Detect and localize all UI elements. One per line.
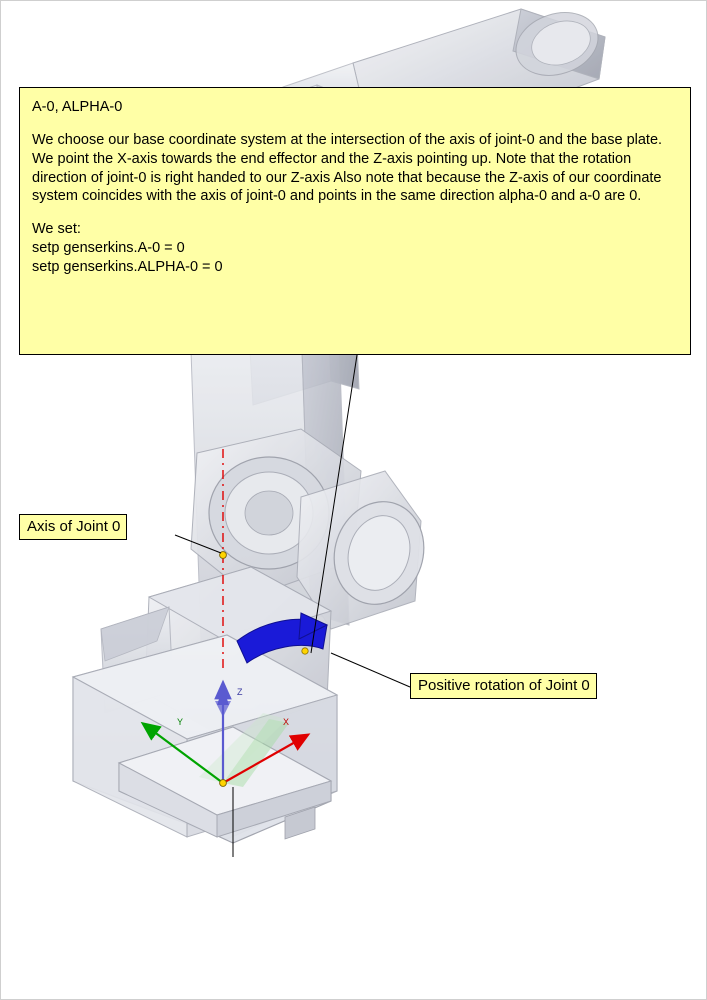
joint-axis-point-marker — [220, 552, 227, 559]
x-axis-label: X — [283, 717, 290, 727]
note-command-2: setp genserkins.ALPHA-0 = 0 — [32, 258, 223, 275]
origin-point-marker — [220, 780, 227, 787]
callout-axis-of-joint-0: Axis of Joint 0 — [19, 514, 127, 540]
parameter-note-box — [19, 87, 691, 355]
z-axis-label: Z — [237, 687, 243, 697]
note-command-1: setp genserkins.A-0 = 0 — [32, 240, 185, 257]
callout-positive-rotation-joint-0: Positive rotation of Joint 0 — [410, 673, 597, 699]
y-axis-label: Y — [177, 717, 184, 727]
note-heading: A-0, ALPHA-0 — [32, 99, 123, 115]
note-paragraph: We choose our base coordinate system at the intersection of the axis of joint-0 and the base plate. We point the X-axis towards the end effector and the Z-axis pointing up. Note that the rotation direction of joint-0 is right handed to our Z-axis Also note that because the Z-axis of our coordinate system coincides with the axis of joint-0 and points in the same direction alpha-0 and a-0 are 0. — [32, 131, 663, 205]
note-set-intro: We set: — [32, 221, 81, 238]
note-spacer — [32, 206, 678, 220]
